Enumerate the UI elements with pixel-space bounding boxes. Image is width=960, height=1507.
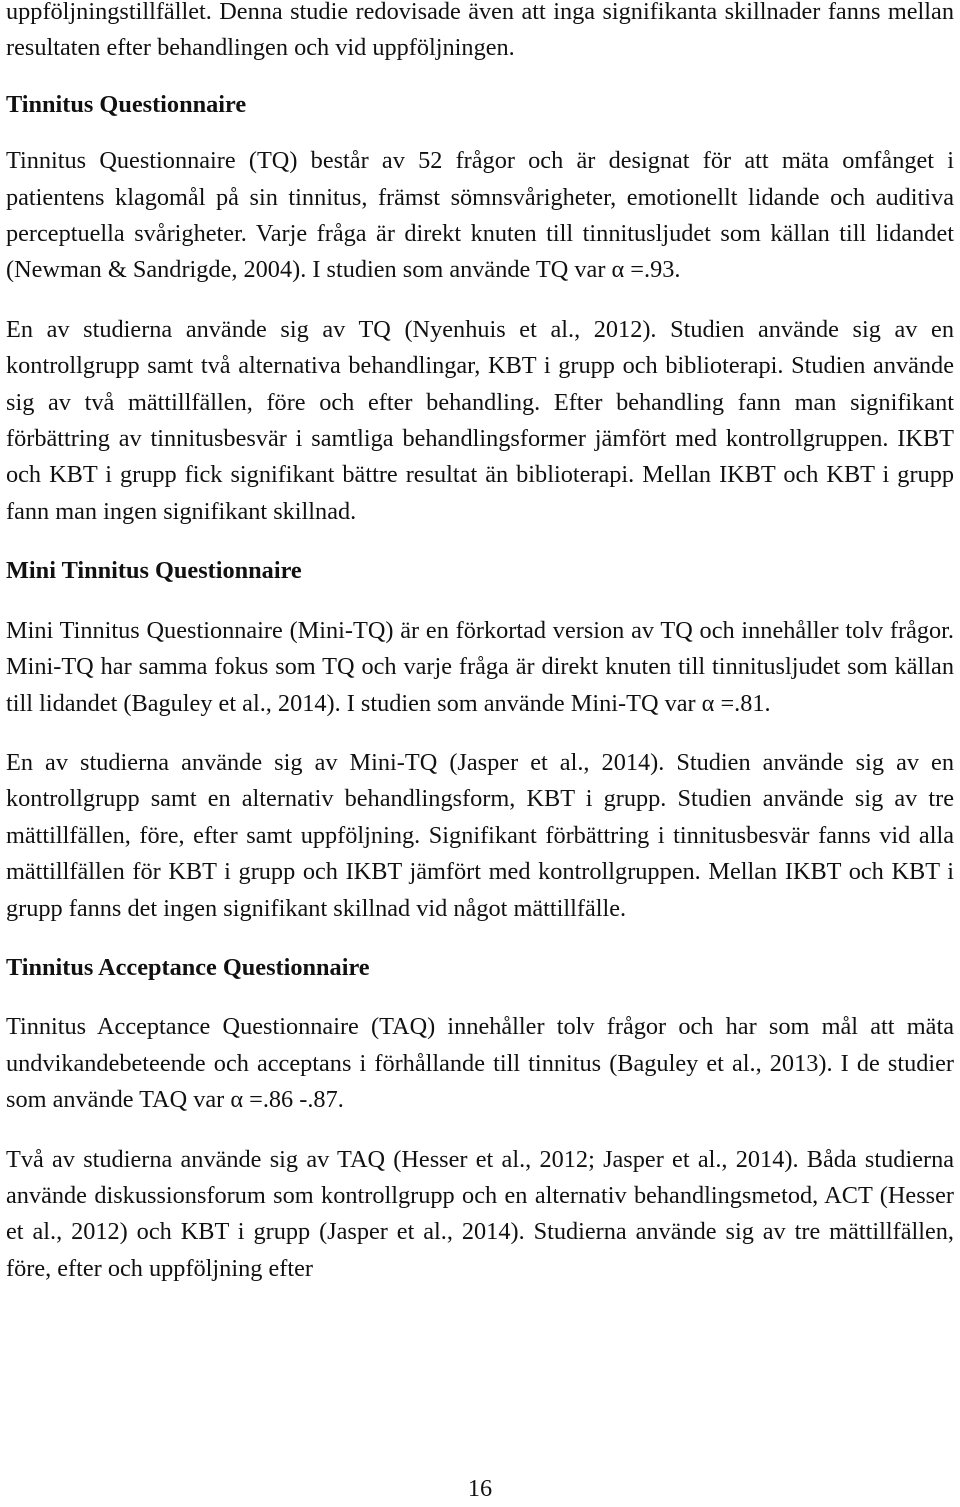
paragraph-taq-description: Tinnitus Acceptance Questionnaire (TAQ) innehåller tolv frågor och har som mål att mäta undvikandebeteende och acceptans i förhållande till tinnitus (Baguley et al., 2013). I de studier som använde TAQ var α =.86 -.87.: [6, 1013, 954, 1114]
document-page: [6, 0, 954, 1287]
paragraph-mini-tq-study: En av studierna använde sig av Mini-TQ (Jasper et al., 2014). Studien använde sig av en kontrollgrupp samt en alternativ behandlingsform, KBT i grupp. Studien använde sig av tre mättillfällen, före, efter samt uppföljning. Signifikant förbättring i tinnitusbesvär fanns vid alla mättillfällen för KBT i grupp och IKBT jämfört med kontrollgruppen. Mellan IKBT och KBT i grupp fanns det ingen signifikant skillnad vid något mättillfälle.: [6, 748, 954, 922]
section-heading-tq: Tinnitus Questionnaire: [6, 90, 247, 118]
paragraph-taq-study: Två av studierna använde sig av TAQ (Hesser et al., 2012; Jasper et al., 2014). Båda studierna använde diskussionsforum som kontrollgrupp och en alternativ behandlingsmetod, ACT (Hesser et al., 2012) och KBT i grupp (Jasper et al., 2014). Studierna använde sig av tre mättillfällen, före, efter och uppföljning efter: [6, 1145, 954, 1282]
paragraph-tq-description: Tinnitus Questionnaire (TQ) består av 52 frågor och är designat för att mäta omfånget i patientens klagomål på sin tinnitus, främst sömnsvårigheter, emotionellt lidande och auditiva perceptuella svårigheter. Varje fråga är direkt knuten till tinnitusljudet som källan till lidandet (Newman & Sandrigde, 2004). I studien som använde TQ var α =.93.: [6, 147, 954, 284]
section-heading-mini-tq: Mini Tinnitus Questionnaire: [6, 557, 302, 585]
paragraph-tq-study: En av studierna använde sig av TQ (Nyenhuis et al., 2012). Studien använde sig av en kontrollgrupp samt två alternativa behandlingar, KBT i grupp och biblioterapi. Studien använde sig av två mättillfällen, före och efter behandling. Efter behandling fann man signifikant förbättring av tinnitusbesvär i samtliga behandlingsformer jämfört med kontrollgruppen. IKBT och KBT i grupp fick signifikant bättre resultat än biblioterapi. Mellan IKBT och KBT i grupp fann man ingen signifikant skillnad.: [6, 315, 954, 525]
paragraph-mini-tq-description: Mini Tinnitus Questionnaire (Mini-TQ) är en förkortad version av TQ och innehåller tolv frågor. Mini-TQ har samma fokus som TQ och varje fråga är direkt knuten till tinnitusljudet som källan till lidandet (Baguley et al., 2014). I studien som använde Mini-TQ var α =.81.: [6, 616, 954, 717]
paragraph-continuation: uppföljningstillfället. Denna studie redovisade även att inga signifikanta skillnader fanns mellan resultaten efter behandlingen och vid uppföljningen.: [6, 0, 954, 62]
section-heading-taq: Tinnitus Acceptance Questionnaire: [6, 953, 370, 981]
page-number: 16: [467, 1475, 493, 1502]
